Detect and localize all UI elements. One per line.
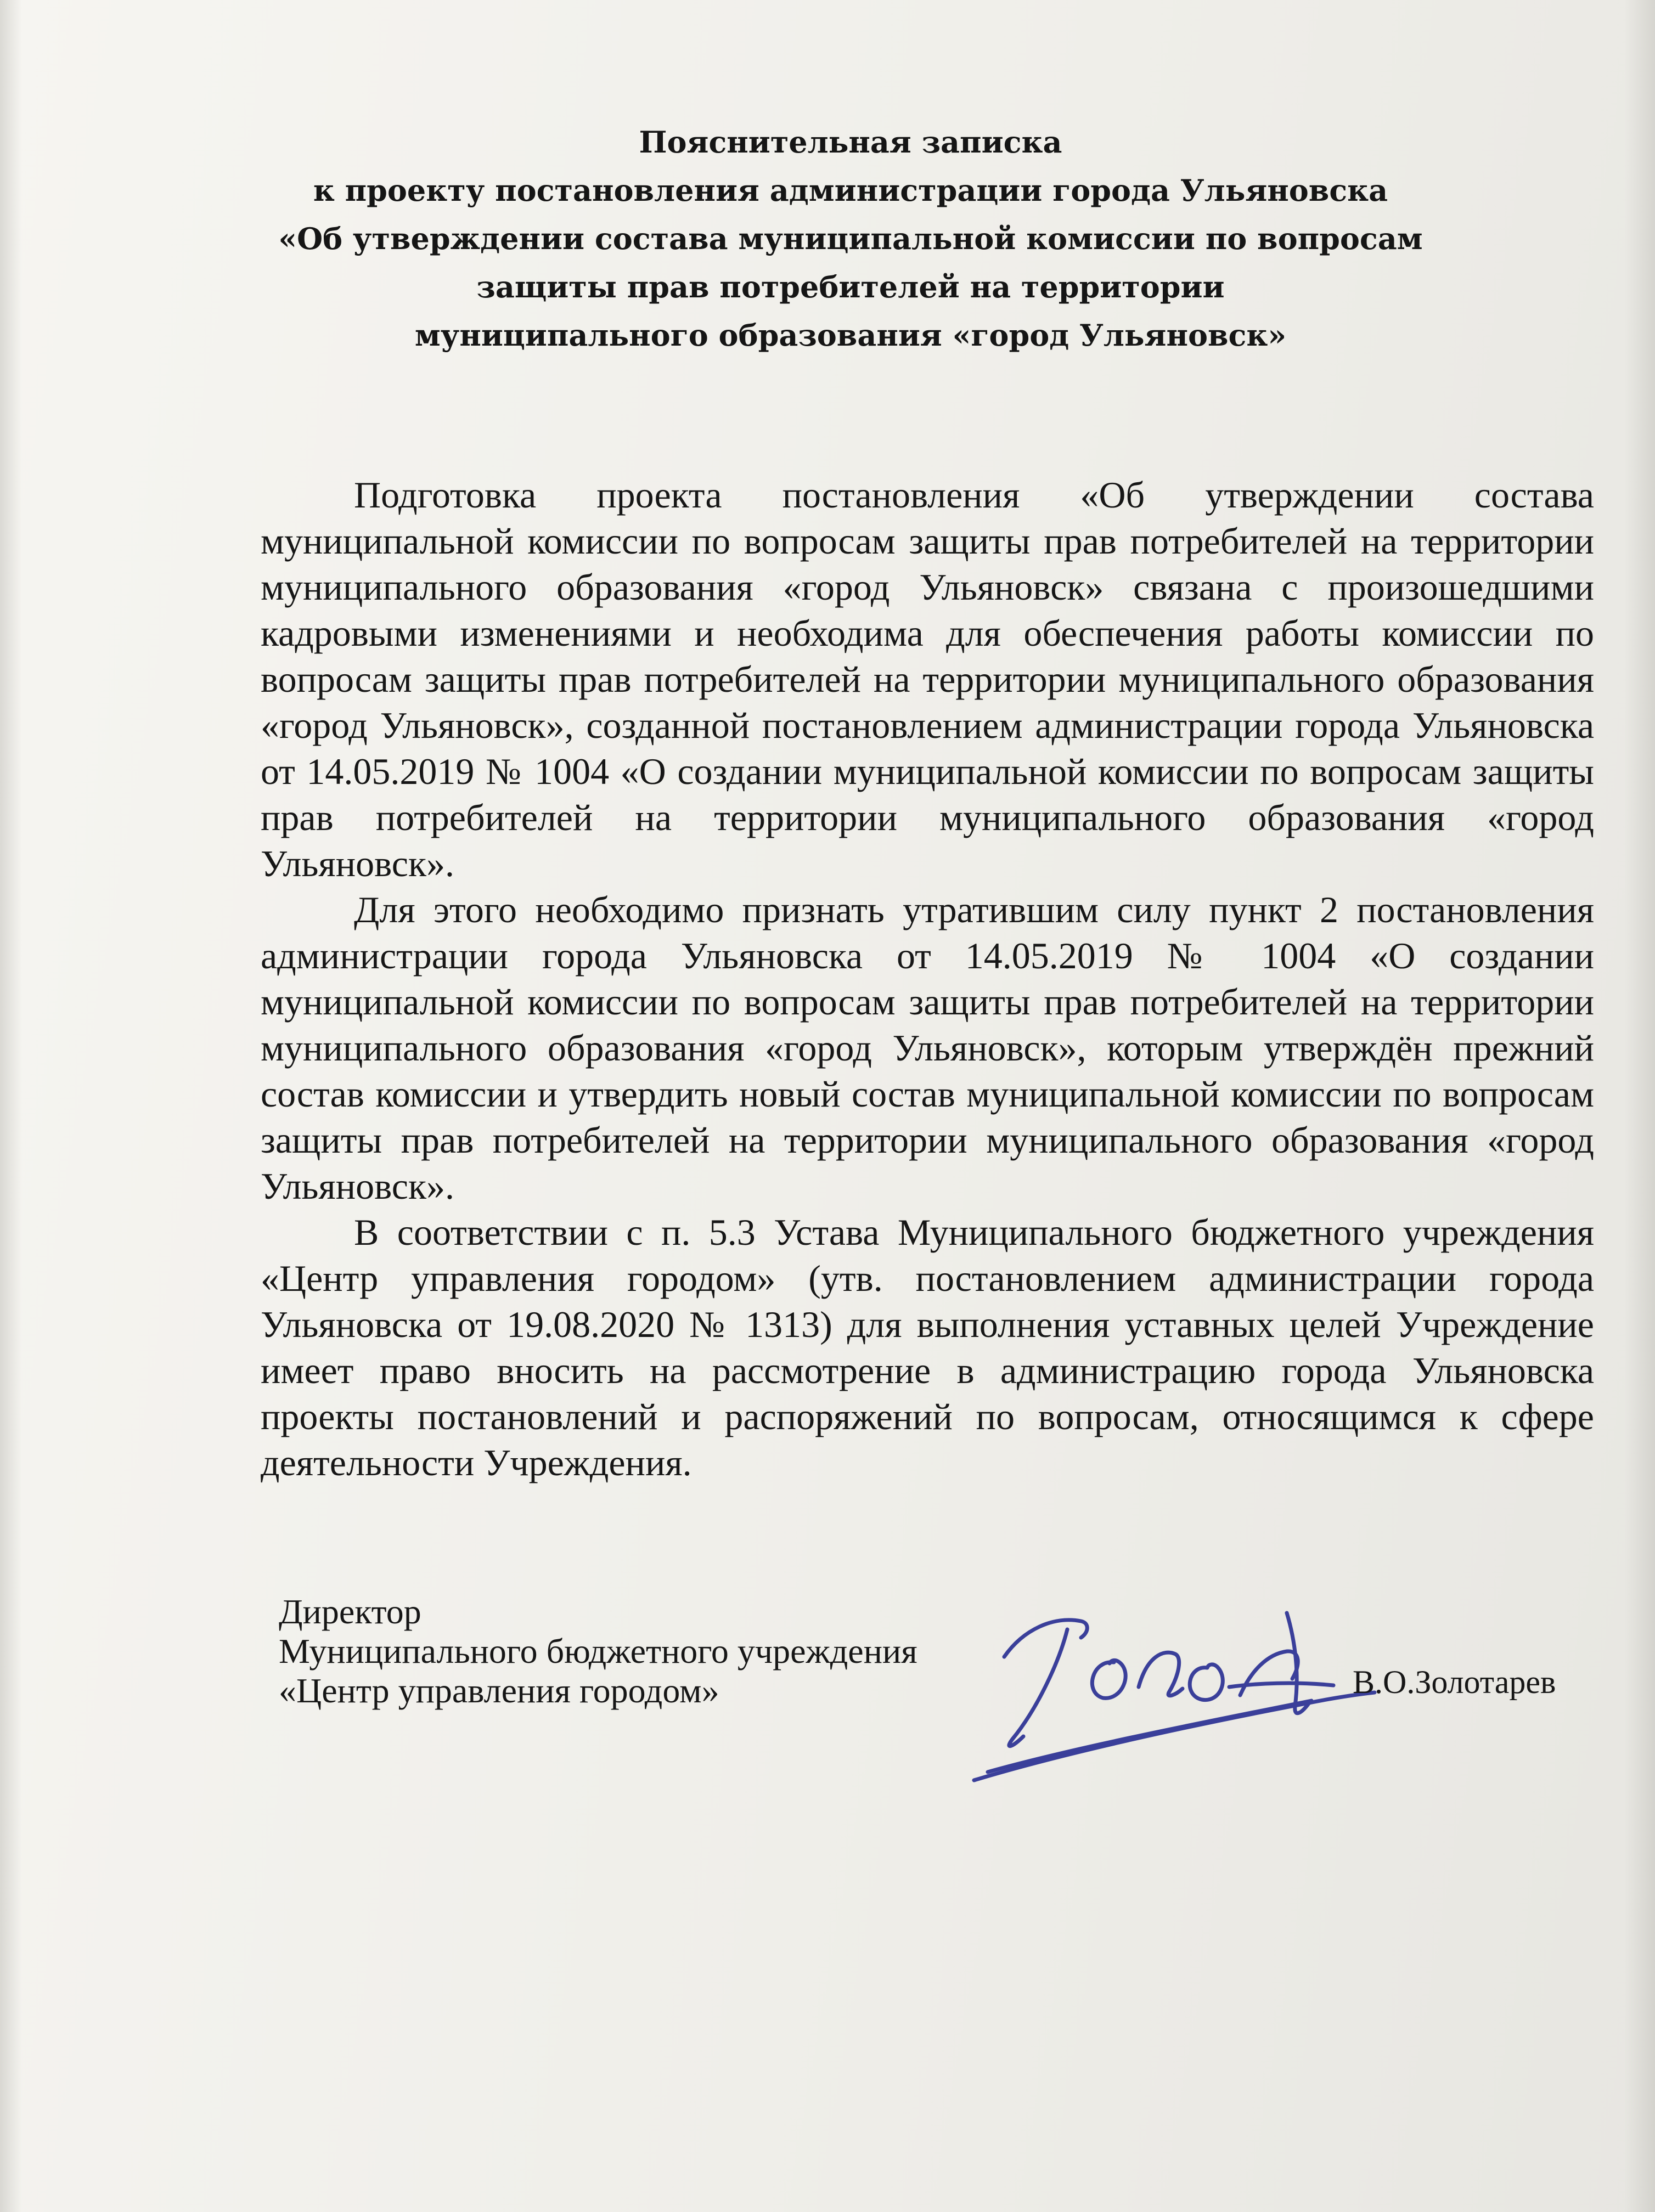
signer-name: В.О.Золотарев bbox=[1353, 1664, 1556, 1700]
signatory-position-line: Муниципального бюджетного учреждения bbox=[279, 1632, 917, 1671]
body-paragraph: Для этого необходимо признать утратившим силу пункт 2 постановления администрации города Ульяновска от 14.05.2019 № 1004 «О создании муниципальной комиссии по вопросам защиты прав потребителей на территории муниципального образования «город Ульяновск», которым утверждён прежний состав комиссии и утвердить новый состав муниципальной комиссии по вопросам защиты прав потребителей на территории муниципального образования «город Ульяновск». bbox=[261, 889, 1594, 1207]
body-paragraph: Подготовка проекта постановления «Об утверждении состава муниципальной комиссии по вопросам защиты прав потребителей на территории муниципального образования «город Ульяновск» связана с произошедшими кадровыми изменениями и необходима для обеспечения работы комиссии по вопросам защиты прав потребителей на территории муниципального образования «город Ульяновск», созданной постановлением администрации города Ульяновска от 14.05.2019 № 1004 «О создании муниципальной комиссии по вопросам защиты прав потребителей на территории муниципального образования «город Ульяновск». bbox=[261, 474, 1594, 884]
handwritten-signature bbox=[971, 1591, 1388, 1788]
page-shadow-right bbox=[1624, 0, 1655, 2212]
title-line: защиты прав потребителей на территории bbox=[476, 269, 1225, 304]
signatory-position bbox=[279, 1592, 1047, 1711]
document-title bbox=[241, 118, 1460, 359]
signatory-position-line: «Центр управления городом» bbox=[279, 1671, 719, 1710]
title-line: муниципального образования «город Ульяновск» bbox=[414, 318, 1287, 353]
title-line: «Об утверждении состава муниципальной комиссии по вопросам bbox=[278, 221, 1423, 256]
body-paragraph: В соответствии с п. 5.3 Устава Муниципального бюджетного учреждения «Центр управления городом» (утв. постановлением администрации города Ульяновска от 19.08.2020 № 1313) для выполнения уставных целей Учреждение имеет право вносить на рассмотрение в администрацию города Ульяновска проекты постановлений и распоряжений по вопросам, относящимся к сфере деятельности Учреждения. bbox=[261, 1211, 1594, 1483]
page-shadow-left bbox=[0, 0, 22, 2212]
title-line: Пояснительная записка bbox=[639, 125, 1062, 160]
document-body bbox=[261, 472, 1594, 1486]
title-line: к проекту постановления администрации города Ульяновска bbox=[313, 173, 1388, 208]
signatory-position-line: Директор bbox=[279, 1592, 421, 1631]
